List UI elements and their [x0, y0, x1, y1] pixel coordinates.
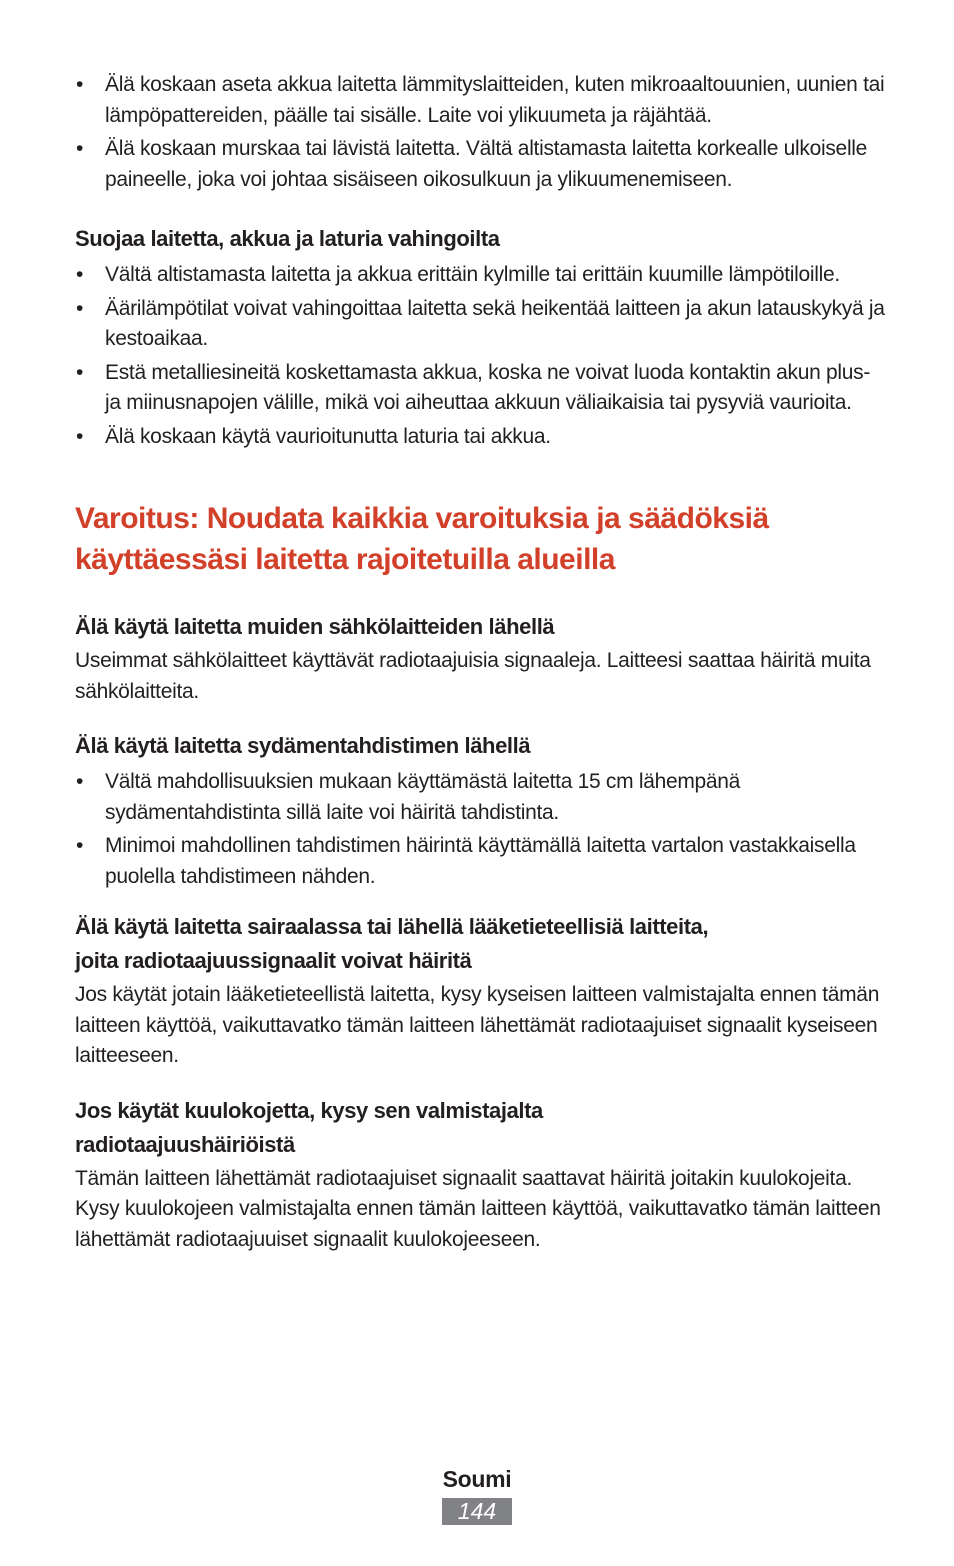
top-bullet-list — [75, 70, 890, 195]
hearing-text: Tämän laitteen lähettämät radiotaajuiset signaalit saattavat häiritä joitakin kuulokojeita. Kysy kuulokojeen valmistajalta ennen tämän laitteen käyttöä, vaikuttavatko tämän laitteen lähettämät radiotaajuuiset signaalit kuulokojeeseen. — [75, 1166, 881, 1251]
hospital-heading — [75, 910, 890, 978]
bullet-glyph: • — [76, 137, 84, 160]
list-item-text: Äärilämpötilat voivat vahingoittaa laitetta sekä heikentää laitteen ja akun latauskykyä ja kestoaikaa. — [105, 296, 885, 350]
page-number-badge: 144 — [442, 1498, 512, 1525]
footer-language-label: Soumi — [442, 1466, 512, 1492]
list-item — [75, 767, 890, 828]
bullet-glyph: • — [76, 296, 84, 320]
protect-heading: Suojaa laitetta, akkua ja laturia vahingoilta — [75, 226, 500, 251]
page-footer — [0, 1462, 954, 1525]
hearing-heading-line-1: Jos käytät kuulokojetta, kysy sen valmistajalta — [75, 1097, 543, 1123]
list-item — [75, 422, 890, 453]
hospital-heading-line-1: Älä käytä laitetta sairaalassa tai lähellä lääketieteellisiä laitteita, — [75, 914, 709, 939]
protect-bullet-list — [75, 260, 890, 452]
bullet-glyph: • — [76, 424, 84, 448]
electronics-heading: Älä käytä laitetta muiden sähkölaitteiden lähellä — [75, 614, 555, 639]
warning-title-line-2: käyttäessäsi laitetta rajoitetuilla alueilla — [75, 543, 615, 576]
list-item-text: Älä koskaan murskaa tai lävistä laitetta. Vältä altistamasta laitetta korkealle ulkoiselle paineelle, joka voi johtaa sisäiseen oikosulkuun ja ylikuumenemiseen. — [105, 137, 868, 191]
list-item — [75, 260, 890, 291]
electronics-text: Useimmat sähkölaitteet käyttävät radiotaajuisia signaaleja. Laitteesi saattaa häiritä muita sähkölaitteita. — [75, 649, 871, 703]
bullet-glyph: • — [76, 834, 84, 857]
bullet-glyph: • — [76, 263, 84, 286]
bullet-glyph: • — [76, 770, 84, 793]
warning-title-line-1: Varoitus: Noudata kaikkia varoituksia ja säädöksiä — [75, 502, 769, 535]
pacemaker-bullet-list — [75, 767, 890, 892]
list-item-text: Estä metalliesineitä koskettamasta akkua, koska ne voivat luoda kontaktin akun plus- ja miinusnapojen välille, mikä voi aiheuttaa akkuun väliaikaisia tai pysyviä vaurioita. — [105, 360, 871, 414]
bullet-glyph: • — [76, 73, 84, 96]
list-item-text: Minimoi mahdollinen tahdistimen häirintä käyttämällä laitetta vartalon vastakkaisella puolella tahdistimeen nähden. — [105, 834, 856, 888]
hospital-text: Jos käytät jotain lääketieteellistä laitetta, kysy kyseisen laitteen valmistajalta ennen tämän laitteen käyttöä, vaikuttavatko tämän laitteen lähettämät radiotaajuiset signaalit kyseiseen laitteeseen. — [75, 983, 880, 1067]
bullet-glyph: • — [76, 360, 84, 384]
hospital-heading-line-2: joita radiotaajuussignaalit voivat häiritä — [75, 948, 472, 973]
list-item-text: Älä koskaan aseta akkua laitetta lämmityslaitteiden, kuten mikroaaltouunien, uunien tai lämpöpattereiden, päälle tai sisälle. Laite voi ylikuumeta ja räjähtää. — [105, 73, 885, 127]
document-page — [75, 70, 890, 1255]
warning-section-title — [75, 498, 890, 580]
list-item-text: Vältä mahdollisuuksien mukaan käyttämästä laitetta 15 cm lähempänä sydämentahdistinta sillä laite voi häiritä tahdistinta. — [105, 770, 741, 824]
hearing-heading — [75, 1094, 890, 1162]
list-item-text: Älä koskaan käytä vaurioitunutta laturia tai akkua. — [105, 424, 551, 448]
list-item — [75, 358, 890, 419]
pacemaker-heading: Älä käytä laitetta sydämentahdistimen lähellä — [75, 733, 531, 758]
list-item — [75, 70, 890, 131]
list-item-text: Vältä altistamasta laitetta ja akkua erittäin kylmille tai erittäin kuumille lämpötiloille. — [105, 263, 840, 286]
hearing-heading-line-2: radiotaajuushäiriöistä — [75, 1131, 295, 1157]
list-item — [75, 294, 890, 355]
list-item — [75, 831, 890, 892]
list-item — [75, 134, 890, 195]
